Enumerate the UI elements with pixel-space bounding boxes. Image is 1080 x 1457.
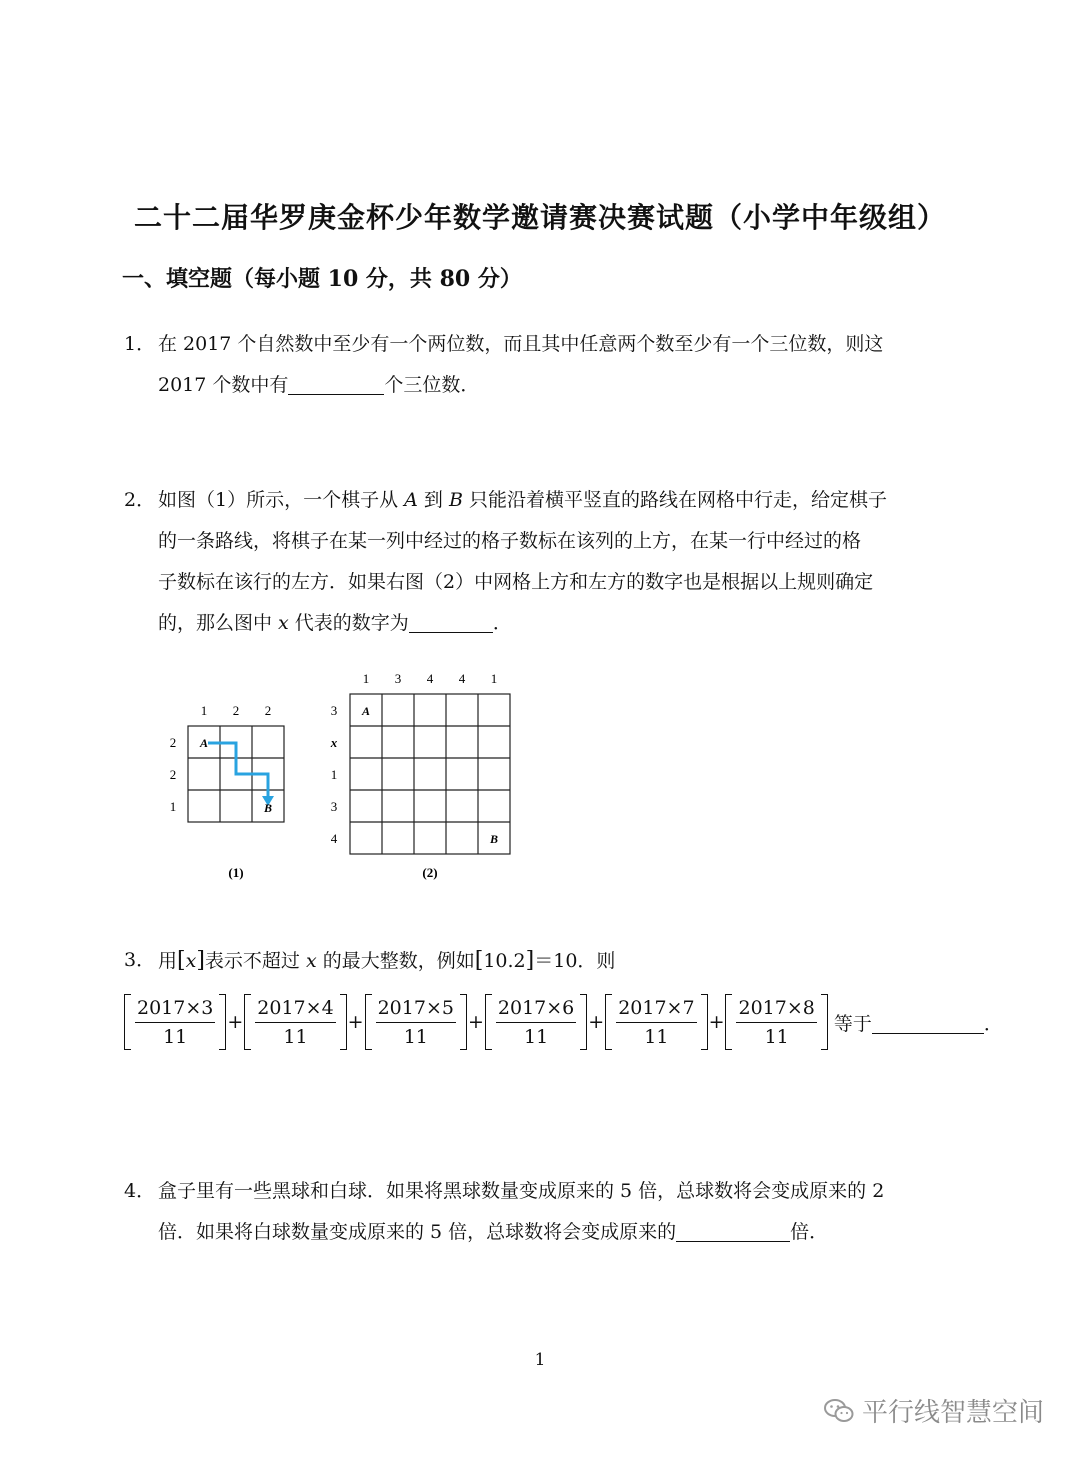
section-heading: 一、填空题（每小题 10 分，共 80 分） xyxy=(122,266,522,292)
plus-sign: + xyxy=(467,1011,484,1033)
fig1-top-label: 2 xyxy=(232,703,240,718)
question-3 xyxy=(124,940,974,982)
numerator: 2017×3 xyxy=(135,994,215,1023)
fig2-left-label: 4 xyxy=(330,831,338,846)
question-number: 3． xyxy=(124,949,156,971)
answer-blank xyxy=(409,610,493,633)
fig1-end-label: B xyxy=(263,801,273,815)
fig2-top-label: 4 xyxy=(458,671,466,686)
floor-term xyxy=(124,994,226,1051)
question-4 xyxy=(124,1171,974,1253)
example-value: 10.2 xyxy=(483,950,526,972)
fraction xyxy=(736,994,816,1051)
fig2-end-label: B xyxy=(489,832,499,846)
bracket-left xyxy=(485,994,492,1050)
answer-blank xyxy=(872,1011,984,1034)
fig2-left-label: 3 xyxy=(330,703,338,718)
fig1-left-label: 1 xyxy=(169,799,177,814)
q3-expression xyxy=(124,992,1003,1052)
q3-text: 的最大整数，例如 xyxy=(316,950,475,972)
q2-text: ． xyxy=(492,612,512,634)
bracket-left xyxy=(725,994,732,1050)
floor-term xyxy=(244,994,346,1051)
floor-term xyxy=(725,994,827,1051)
q3-line-1 xyxy=(124,940,974,982)
fig2-left-label: x xyxy=(330,735,338,750)
q4-text: 倍．如果将白球数量变成原来的 5 倍，总球数将会变成原来的 xyxy=(158,1221,677,1243)
fraction xyxy=(376,994,456,1051)
q3-text: 表示不超过 xyxy=(204,950,306,972)
q1-line-1: 在 2017 个自然数中至少有一个两位数，而且其中任意两个数至少有一个三位数，则这 xyxy=(158,333,884,355)
fig2-top-label: 1 xyxy=(490,671,498,686)
bracket-left xyxy=(365,994,372,1050)
question-number: 4． xyxy=(124,1180,156,1202)
q2-text: 代表的数字为 xyxy=(288,612,409,634)
plus-sign: + xyxy=(227,1011,244,1033)
point-a-label: A xyxy=(404,489,418,511)
numerator: 2017×8 xyxy=(736,994,816,1023)
figure-1 xyxy=(150,690,310,890)
numerator: 2017×5 xyxy=(376,994,456,1023)
variable-x: x xyxy=(185,950,197,972)
bracket-right xyxy=(580,994,587,1050)
q3-text: 等于 xyxy=(833,1012,872,1035)
q2-text: 的，那么图中 xyxy=(158,612,279,634)
denominator: 11 xyxy=(523,1025,549,1048)
bracket-right xyxy=(701,994,708,1050)
fig1-top-label: 2 xyxy=(264,703,272,718)
fig2-top-label: 3 xyxy=(394,671,402,686)
point-b-label: B xyxy=(448,489,463,511)
q3-text: ． xyxy=(983,1012,1003,1035)
denominator: 11 xyxy=(764,1025,789,1048)
watermark-text: 平行线智慧空间 xyxy=(861,1398,1044,1428)
denominator: 11 xyxy=(163,1025,188,1048)
answer-blank xyxy=(288,372,384,395)
floor-bracket: ] xyxy=(196,948,205,973)
q1-line-2 xyxy=(124,365,964,406)
floor-bracket: [ xyxy=(177,948,186,973)
q3-text: ＝10．则 xyxy=(534,950,616,972)
floor-bracket: ] xyxy=(525,948,535,973)
question-number: 2． xyxy=(124,489,156,511)
fig2-left-label: 3 xyxy=(330,799,338,814)
fig2-top-label: 4 xyxy=(426,671,434,686)
bracket-right xyxy=(821,994,828,1050)
floor-bracket: [ xyxy=(474,948,484,973)
page-title: 二十二届华罗庚金杯少年数学邀请赛决赛试题（小学中年级组） xyxy=(133,201,946,234)
q2-line-4 xyxy=(124,603,974,644)
plus-sign: + xyxy=(588,1011,605,1033)
q4-line-1: 盒子里有一些黑球和白球．如果将黑球数量变成原来的 5 倍，总球数将会变成原来的 2 xyxy=(158,1180,885,1202)
q4-line-2 xyxy=(124,1212,974,1253)
bracket-left xyxy=(124,994,131,1050)
plus-sign: + xyxy=(347,1011,364,1033)
wechat-icon xyxy=(824,1398,854,1424)
fig2-start-label: A xyxy=(361,704,371,718)
fig1-left-label: 2 xyxy=(169,767,177,782)
q2-line-2: 的一条路线，将棋子在某一列中经过的格子数标在该列的上方，在某一行中经过的格 xyxy=(158,530,862,552)
fig2-left-label: 1 xyxy=(330,767,338,782)
bracket-left xyxy=(244,994,251,1050)
denominator: 11 xyxy=(644,1025,669,1048)
figure-2 xyxy=(316,660,526,890)
q2-text: 到 xyxy=(417,489,449,511)
page-number: 1 xyxy=(534,1350,546,1370)
fig1-start-label: A xyxy=(199,736,209,750)
denominator: 11 xyxy=(403,1025,428,1048)
bracket-right xyxy=(340,994,347,1050)
floor-term xyxy=(605,994,707,1051)
fig2-top-label: 1 xyxy=(362,671,370,686)
q3-text: 用 xyxy=(158,950,178,972)
q2-line-1 xyxy=(124,480,974,521)
fig1-top-label: 1 xyxy=(200,703,208,718)
question-1 xyxy=(124,324,964,406)
numerator: 2017×4 xyxy=(255,994,335,1023)
fraction xyxy=(616,994,696,1051)
variable-x: x xyxy=(305,950,317,972)
question-2 xyxy=(124,480,974,644)
grid-2 xyxy=(350,694,510,854)
numerator: 2017×7 xyxy=(616,994,696,1023)
bracket-right xyxy=(219,994,226,1050)
q1-text: 个三位数． xyxy=(384,374,480,396)
q4-text: 倍． xyxy=(790,1221,829,1243)
fraction xyxy=(496,994,576,1051)
fraction xyxy=(255,994,335,1051)
variable-x: x xyxy=(278,612,289,634)
q2-line-3: 子数标在该行的左方．如果右图（2）中网格上方和左方的数字也是根据以上规则确定 xyxy=(158,571,874,593)
fig2-caption: (2) xyxy=(422,865,438,880)
question-number: 1． xyxy=(124,333,156,355)
fig1-caption: (1) xyxy=(228,865,244,880)
floor-term xyxy=(485,994,587,1051)
q1-text: 2017 个数中有 xyxy=(158,374,289,396)
plus-sign: + xyxy=(708,1011,725,1033)
q2-text: 只能沿着横平竖直的路线在网格中行走，给定棋子 xyxy=(462,489,887,511)
watermark xyxy=(824,1392,1044,1429)
q2-text: 如图（1）所示，一个棋子从 xyxy=(158,489,405,511)
bracket-right xyxy=(460,994,467,1050)
numerator: 2017×6 xyxy=(496,994,576,1023)
floor-term xyxy=(365,994,467,1051)
denominator: 11 xyxy=(283,1025,308,1048)
fig1-left-label: 2 xyxy=(169,735,177,750)
fraction xyxy=(135,994,215,1051)
answer-blank xyxy=(676,1219,790,1242)
bracket-left xyxy=(605,994,612,1050)
